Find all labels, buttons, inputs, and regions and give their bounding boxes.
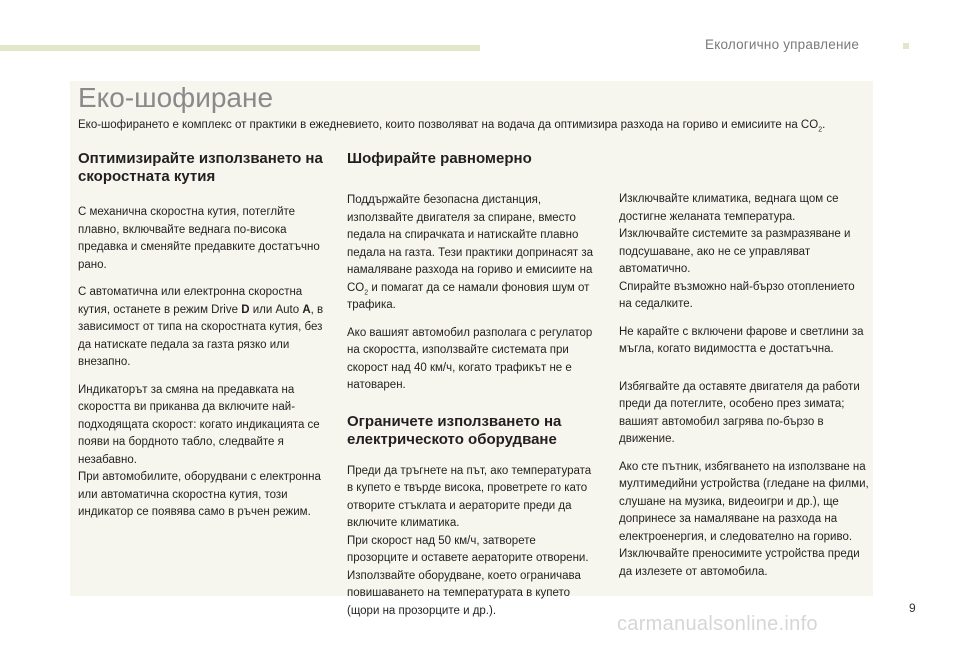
- watermark: carmanualsonline.info: [617, 613, 818, 635]
- heading-gearbox: Оптимизирайте използването на скоростната кутия: [78, 150, 323, 185]
- page-title: Еко-шофиране: [78, 82, 274, 113]
- paragraph-manual-gearbox: С механична скоростна кутия, потеглйте плавно, включвайте веднага по-висока предавка и сменяйте предавките достатъчно рано.: [78, 206, 320, 271]
- paragraph-indicator-manual: При автомобилите, оборудвани с електронна или автоматична скоростна кутия, този индикатор се появява само в ръчен режим.: [78, 471, 321, 518]
- section-title: Екологично управление: [705, 37, 860, 52]
- column-gearbox: [78, 150, 328, 532]
- paragraph-defrost-off: Изключвайте системите за размразяване и подсушаване, ако не се управляват автоматично.: [619, 228, 851, 275]
- paragraph-sun-blinds: Използвайте оборудване, което ограничава повишаването на температурата в купето (щори на прозорците и др.).: [347, 569, 581, 617]
- paragraph-auto-gearbox: С автоматична или електронна скоростна кутия, останете в режим Drive D или Auto A, в зависимост от типа на скоростната кутия, без да натискате педала за газта рязко или внезапно.: [78, 286, 324, 368]
- paragraph-idling: Избягвайте да оставяте двигателя да работи преди да потеглите, особено през зимата; вашият автомобил загрява по-бързо в движение.: [619, 380, 860, 445]
- paragraph-safe-distance: Поддържайте безопасна дистанция, използвайте двигателя за спиране, вместо педала на спирачката и натискайте плавно педала на газта. Тези практики допринасят за намаляване разхода на гориво и емисиите на $CO_2$ и помагат да се намали фоновия шум от трафика.: [347, 194, 594, 311]
- column-smooth-driving: [347, 150, 597, 630]
- header-accent-bar: [0, 45, 480, 51]
- heading-smooth-driving: Шофирайте равномерно: [347, 150, 532, 167]
- intro-paragraph: Еко-шофирането е комплекс от практики в ежедневието, които позволяват на водача да оптимизира разхода на гориво и емисиите на $CO_2$.: [78, 119, 826, 134]
- paragraph-portable-devices: Изключвайте преносимите устройства преди да излезете от автомобила.: [619, 548, 860, 578]
- column-tips: [619, 191, 869, 591]
- paragraph-seat-heating: Спирайте възможно най-бързо отоплението на седалките.: [619, 280, 855, 310]
- page-number: 9: [909, 601, 916, 615]
- paragraph-fog-lights: Не карайте с включени фарове и светлини за мъгла, когато видимостта е достатъчна.: [619, 325, 864, 355]
- paragraph-multimedia: Ако сте пътник, избягването на използване на мултимедийни устройства (гледане на филми, слушане на музика, видеоигри и др.), ще допринесе за намаляване на разхода на електроенергия, и следователно на гориво.: [619, 460, 869, 543]
- paragraph-cruise-control: Ако вашият автомобил разполага с регулатор на скоростта, използвайте системата при скорост над 40 км/ч, когато трафикът не е натоварен.: [347, 326, 593, 391]
- paragraph-close-windows: При скорост над 50 км/ч, затворете прозорците и оставете аераторите отворени.: [347, 534, 589, 564]
- header-marker: [903, 43, 909, 49]
- heading-electrical-equipment: Ограничете използването на електрическото оборудване: [347, 412, 562, 448]
- paragraph-ac-off: Изключвайте климатика, веднага щом се достигне желаната температура.: [619, 193, 839, 223]
- paragraph-shift-indicator: Индикаторът за смяна на предавката на скоростта ви приканва да включите най-подходящата скорост: когато индикацията се появи на бордното табло, следвайте я незабавно.: [78, 383, 320, 466]
- paragraph-ventilate: Преди да тръгнете на път, ако температурата в купето е твърде висока, проветрете го като отворите стъклата и аераторите преди да включите климатика.: [347, 464, 592, 529]
